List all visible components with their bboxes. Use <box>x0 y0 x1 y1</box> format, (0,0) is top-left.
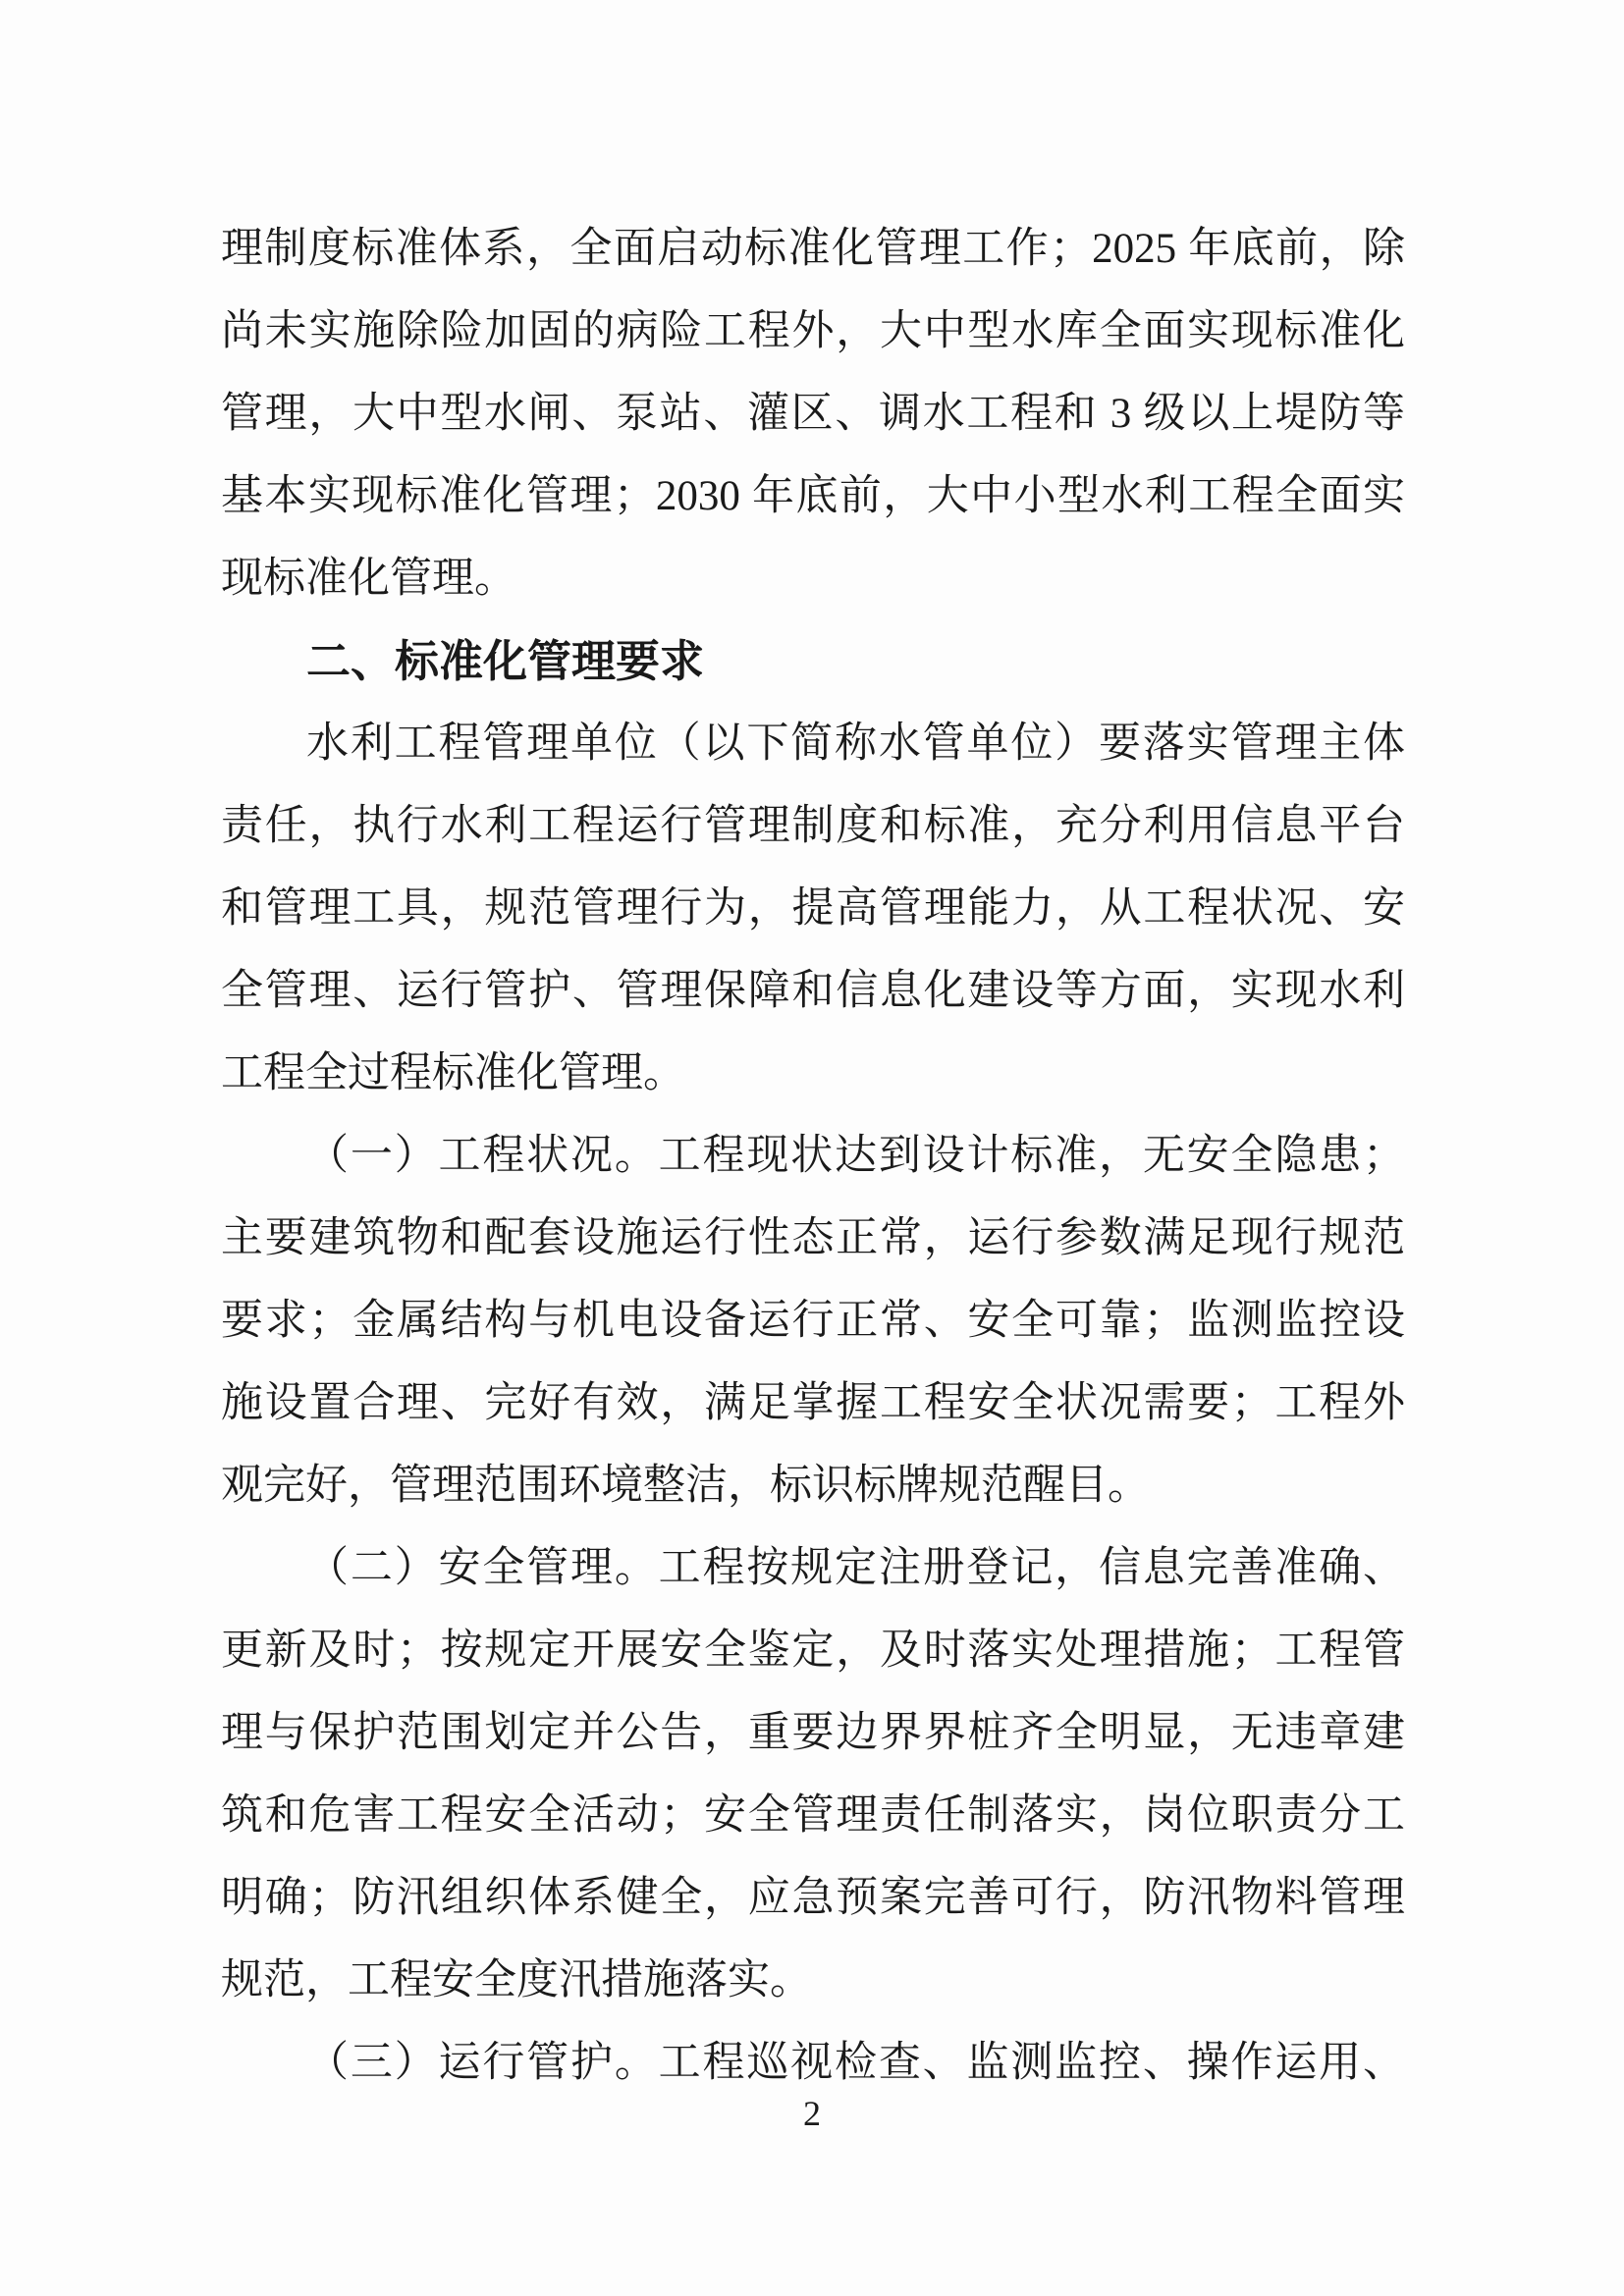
body-text-line: 水利工程管理单位（以下简称水管单位）要落实管理主体 <box>306 721 1405 767</box>
body-text-line: 施设置合理、完好有效，满足掌握工程安全状况需要；工程外 <box>221 1380 1405 1426</box>
body-text-line: （三）运行管护。工程巡视检查、监测监控、操作运用、 <box>306 2040 1405 2086</box>
body-text-line: 更新及时；按规定开展安全鉴定，及时落实处理措施；工程管 <box>221 1628 1405 1674</box>
body-text-line: 和管理工具，规范管理行为，提高管理能力，从工程状况、安 <box>221 885 1405 932</box>
body-text-line: （二）安全管理。工程按规定注册登记，信息完善准确、 <box>306 1545 1405 1591</box>
body-text-line: 规范，工程安全度汛措施落实。 <box>221 1957 812 2003</box>
body-text-line: 理制度标准体系，全面启动标准化管理工作；2025 年底前，除 <box>221 226 1405 272</box>
body-text-line: 明确；防汛组织体系健全，应急预案完善可行，防汛物料管理 <box>221 1875 1405 1921</box>
page-number: 2 <box>803 2094 821 2133</box>
body-text-line: 现标准化管理。 <box>221 556 516 602</box>
body-text-line: 要求；金属结构与机电设备运行正常、安全可靠；监测监控设 <box>221 1298 1405 1344</box>
body-text-line: 基本实现标准化管理；2030 年底前，大中小型水利工程全面实 <box>221 473 1405 519</box>
body-text-line: （一）工程状况。工程现状达到设计标准，无安全隐患； <box>306 1133 1405 1179</box>
body-text-line: 理与保护范围划定并公告，重要边界界桩齐全明显，无违章建 <box>221 1710 1405 1756</box>
body-text-line: 工程全过程标准化管理。 <box>221 1050 685 1096</box>
body-text-line: 尚未实施除险加固的病险工程外，大中型水库全面实现标准化 <box>221 308 1405 354</box>
body-text-line: 观完好，管理范围环境整洁，标识标牌规范醒目。 <box>221 1463 1150 1509</box>
body-text-line: 责任，执行水利工程运行管理制度和标准，充分利用信息平台 <box>221 803 1405 849</box>
document-body <box>221 208 1405 2105</box>
body-text-line: 筑和危害工程安全活动；安全管理责任制落实，岗位职责分工 <box>221 1792 1405 1839</box>
body-text-line: 管理，大中型水闸、泵站、灌区、调水工程和 3 级以上堤防等 <box>221 391 1405 437</box>
section-heading: 二、标准化管理要求 <box>306 636 705 686</box>
body-text-line: 主要建筑物和配套设施运行性态正常，运行参数满足现行规范 <box>221 1215 1405 1261</box>
body-text-line: 全管理、运行管护、管理保障和信息化建设等方面，实现水利 <box>221 968 1405 1014</box>
